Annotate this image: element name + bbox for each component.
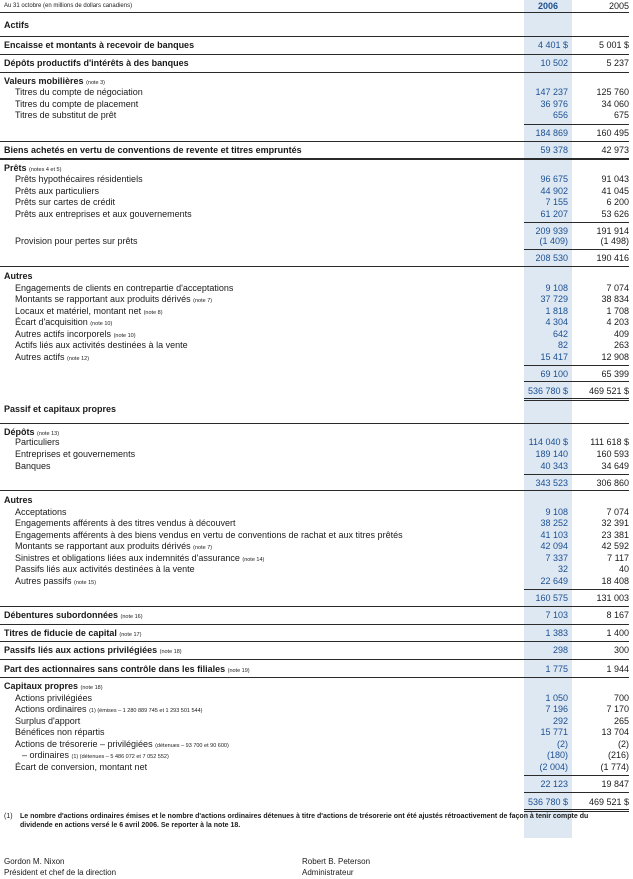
row-label-text: Écart de conversion, montant net: [15, 762, 148, 772]
row-label-text: Prêts hypothécaires résidentiels: [15, 174, 143, 184]
row-label: [15, 727, 105, 738]
rule-line: [0, 490, 629, 491]
rule-line: [0, 12, 629, 13]
value-2006: 4 304: [545, 317, 568, 327]
row-note: (note 14): [242, 557, 265, 563]
value-2006: 642: [552, 329, 568, 339]
row-label: [15, 236, 138, 247]
row-label-text: Montants se rapportant aux produits dérivés: [15, 541, 191, 551]
row-label-text: Autres actifs incorporels: [15, 329, 112, 339]
row-label: [15, 283, 233, 294]
value-2005: 34 649: [601, 461, 629, 471]
row-note: (note 18): [159, 649, 182, 655]
row-note: (note 7): [193, 545, 213, 551]
row-note: (note 19): [227, 668, 250, 674]
value-2006: 9 108: [545, 507, 568, 517]
value-2006: (2 004): [539, 762, 568, 772]
row-label: [15, 576, 96, 589]
value-2005: 265: [613, 716, 629, 726]
row-label: [4, 58, 189, 69]
value-2005: 675: [613, 110, 629, 120]
row-label-text: Titres de substitut de prêt: [15, 110, 117, 120]
row-label: [15, 437, 60, 448]
value-2005: 7 117: [607, 553, 629, 563]
row-label-text: Locaux et matériel, montant net: [15, 306, 142, 316]
value-2005: 7 170: [606, 704, 629, 714]
value-2006: 209 939: [535, 226, 568, 236]
row-note: (notes 4 et 5): [29, 167, 62, 173]
row-label: [4, 145, 302, 156]
rule-line: [0, 677, 629, 678]
value-2005: 6 200: [606, 197, 629, 207]
value-2006: 44 902: [540, 186, 568, 196]
row-label-text: Titres du compte de négociation: [15, 87, 143, 97]
row-note: (note 10): [90, 321, 113, 327]
value-2005: 409: [613, 329, 629, 339]
value-2006: 184 869: [535, 128, 568, 138]
value-2005: 1 708: [606, 306, 629, 316]
row-label-text: Actions privilégiées: [15, 693, 93, 703]
row-label: [15, 209, 192, 220]
value-2005: 8 167: [606, 610, 629, 620]
row-label-text: Part des actionnaires sans contrôle dans les filiales: [4, 664, 226, 674]
rule-line: [0, 159, 629, 160]
row-label-text: Valeurs mobilières: [4, 76, 84, 86]
value-2006: 59 378: [540, 145, 568, 155]
row-label: [4, 271, 33, 282]
value-2005: 41 045: [601, 186, 629, 196]
value-2005: (216): [607, 750, 629, 760]
value-2006: 160 575: [535, 593, 568, 603]
value-2005: 191 914: [596, 226, 629, 236]
value-2006: (180): [546, 750, 568, 760]
value-2005: 13 704: [601, 727, 629, 737]
row-note: (note 18): [80, 685, 103, 691]
value-2005: 53 626: [601, 209, 629, 219]
row-label: [4, 628, 141, 641]
row-label: [15, 716, 80, 727]
row-label-text: Montants se rapportant aux produits dérivés: [15, 294, 191, 304]
value-2006: 292: [552, 716, 568, 726]
row-label-text: Autres actifs: [15, 352, 65, 362]
value-2006: 147 237: [535, 87, 568, 97]
value-2006: 7 155: [545, 197, 568, 207]
row-label: [15, 186, 99, 197]
report-subtitle: Au 31 octobre (en millions de dollars canadiens): [4, 3, 133, 9]
row-label-text: Prêts aux entreprises et aux gouvernements: [15, 209, 192, 219]
value-2006: 61 207: [540, 209, 568, 219]
value-2006: 36 976: [540, 99, 568, 109]
row-label-text: Entreprises et gouvernements: [15, 449, 136, 459]
row-label-text: Prêts sur cartes de crédit: [15, 197, 116, 207]
signatory-name: Robert B. Peterson: [302, 857, 371, 866]
value-2006: 41 103: [540, 530, 568, 540]
value-2006: 208 530: [535, 253, 568, 263]
row-label-text: Engagements afférents à des titres vendus à découvert: [15, 518, 236, 528]
row-label-text: Actions de trésorerie – privilégiées: [15, 739, 153, 749]
rule-line: [524, 365, 629, 366]
rule-line: [524, 124, 629, 125]
row-label: [15, 693, 92, 704]
row-label: [15, 352, 89, 365]
value-2006: 9 108: [545, 283, 568, 293]
value-2006: 82: [557, 340, 568, 350]
value-2006: 7 337: [545, 553, 568, 563]
value-2006: 536 780 $: [527, 797, 568, 807]
row-label-text: Dépôts: [4, 427, 35, 437]
signature-block-2: [302, 856, 370, 878]
row-label-text: Engagements de clients en contrepartie d'acceptations: [15, 283, 234, 293]
signatory-name: Gordon M. Nixon: [4, 857, 65, 866]
row-note: (note 13): [37, 431, 60, 437]
row-label-text: Encaisse et montants à recevoir de banques: [4, 40, 195, 50]
value-2005: (1 498): [600, 236, 629, 246]
row-note: (note 15): [74, 580, 97, 586]
value-2005: 300: [613, 645, 629, 655]
rule-line: [0, 54, 629, 55]
row-label: [4, 610, 143, 623]
row-label-text: Surplus d'apport: [15, 716, 81, 726]
value-2005: 40: [618, 564, 629, 574]
rule-line: [0, 423, 629, 424]
value-2006: 1 775: [545, 664, 568, 674]
value-2005: 42 592: [601, 541, 629, 551]
row-label-text: Passif et capitaux propres: [4, 404, 117, 414]
value-2005: 190 416: [596, 253, 629, 263]
row-label-text: Particuliers: [15, 437, 60, 447]
row-label-text: Autres passifs: [15, 576, 72, 586]
footnote-text: Le nombre d'actions ordinaires émises et le nombre d'actions ordinaires détenues à titre d'actions de trésorerie ont été ajustés rétroactivement de façon à tenir compte du dividende en actions versé le 6 avril 2006. Se reporter à la note 18.: [20, 813, 589, 829]
row-label-text: Prêts: [4, 163, 27, 173]
value-2006: 1 818: [545, 306, 568, 316]
value-2005: 23 381: [601, 530, 629, 540]
value-2006: 656: [552, 110, 568, 120]
row-note: (note 12): [67, 356, 90, 362]
row-label: [15, 461, 51, 472]
row-label-text: Écart d'acquisition: [15, 317, 88, 327]
value-2006: 37 729: [540, 294, 568, 304]
value-2006: 536 780 $: [527, 386, 568, 396]
value-2006: 189 140: [535, 449, 568, 459]
row-label: [15, 110, 116, 121]
value-2006: 7 103: [545, 610, 568, 620]
row-label: [4, 664, 250, 677]
value-2005: 4 203: [606, 317, 629, 327]
row-label: [4, 495, 33, 506]
rule-line: [524, 381, 629, 382]
value-2005: 19 847: [601, 779, 629, 789]
row-note: (détenues – 93 700 et 90 600): [155, 743, 229, 749]
rule-line: [0, 36, 629, 37]
value-2005: 131 003: [596, 593, 629, 603]
row-label-text: Provision pour pertes sur prêts: [15, 236, 138, 246]
row-label-text: Autres: [4, 271, 33, 281]
value-2006: 4 401 $: [537, 40, 568, 50]
value-2006: 38 252: [540, 518, 568, 528]
rule-line: [0, 158, 629, 159]
rule-line: [524, 249, 629, 250]
signatory-title: Président et chef de la direction: [4, 868, 117, 877]
value-2006: 10 502: [540, 58, 568, 68]
row-label-text: Capitaux propres: [4, 681, 79, 691]
value-2005: (2): [618, 739, 629, 749]
row-label: [4, 645, 182, 658]
row-label: [15, 449, 135, 460]
column-header-2005: 2005: [608, 1, 629, 11]
value-2006: 15 417: [540, 352, 568, 362]
rule-line: [524, 792, 629, 793]
row-label: [15, 99, 138, 110]
rule-line: [0, 659, 629, 660]
row-label-text: Biens achetés en vertu de conventions de revente et titres empruntés: [4, 145, 302, 155]
row-label: [4, 20, 29, 31]
value-2006: (1 409): [539, 236, 568, 246]
value-2006: 32: [557, 564, 568, 574]
value-2006: 40 343: [540, 461, 568, 471]
row-label-text: Sinistres et obligations liées aux indemnités d'assurance: [15, 553, 240, 563]
value-2005: 38 834: [601, 294, 629, 304]
value-2006: 1 050: [545, 693, 568, 703]
row-label-text: Acceptations: [15, 507, 67, 517]
value-2005: 18 408: [601, 576, 629, 586]
row-label: [15, 507, 67, 518]
row-note: (note 10): [113, 333, 136, 339]
row-note: (note 16): [120, 614, 143, 620]
value-2006: 298: [552, 645, 568, 655]
row-label: [15, 197, 115, 208]
value-2005: 91 043: [601, 174, 629, 184]
rule-line: [0, 141, 629, 142]
rule-line: [524, 222, 629, 223]
value-2005: 7 074: [606, 507, 629, 517]
row-label-text: Passifs liés aux activités destinées à la vente: [15, 564, 195, 574]
value-2006: 114 040 $: [528, 437, 568, 447]
row-label-text: Dépôts productifs d'intérêts à des banques: [4, 58, 189, 68]
row-label-text: Passifs liés aux actions privilégiées: [4, 645, 158, 655]
value-2005: 1 400: [606, 628, 629, 638]
value-2005: 111 618 $: [590, 437, 629, 447]
value-2006: (2): [557, 739, 568, 749]
value-2005: 65 399: [601, 369, 629, 379]
value-2005: 5 237: [606, 58, 629, 68]
row-label: [15, 87, 143, 98]
value-2005: 42 973: [601, 145, 629, 155]
value-2006: 69 100: [540, 369, 568, 379]
row-label-text: Actifs: [4, 20, 30, 30]
row-label: [15, 530, 403, 541]
rule-line: [524, 775, 629, 776]
signature-block-1: [4, 856, 116, 878]
value-2005: 160 495: [596, 128, 629, 138]
value-2005: 7 074: [606, 283, 629, 293]
value-2006: 7 196: [545, 704, 568, 714]
row-label-text: Débentures subordonnées: [4, 610, 119, 620]
value-2006: 1 383: [545, 628, 568, 638]
row-label-text: Prêts aux particuliers: [15, 186, 100, 196]
row-note: (1) (détenues – 5 486 072 et 7 052 552): [71, 754, 169, 760]
value-2005: 160 593: [596, 449, 629, 459]
row-label: [4, 40, 194, 51]
row-note: (note 3): [86, 80, 106, 86]
value-2006: 42 094: [540, 541, 568, 551]
rule-line: [524, 398, 629, 401]
rule-line: [524, 589, 629, 590]
row-label-text: Banques: [15, 461, 51, 471]
value-2006: 22 649: [540, 576, 568, 586]
value-2006: 15 771: [540, 727, 568, 737]
row-label-text: Autres: [4, 495, 33, 505]
value-2005: 469 521 $: [588, 797, 629, 807]
rule-line: [0, 624, 629, 625]
value-2005: 5 001 $: [598, 40, 629, 50]
rule-line: [0, 266, 629, 267]
row-note: (note 8): [143, 310, 163, 316]
column-header-2006: 2006: [537, 1, 559, 11]
row-label-text: Bénéfices non répartis: [15, 727, 105, 737]
rule-line: [0, 641, 629, 642]
value-2006: 343 523: [535, 478, 568, 488]
row-label-text: Titres de fiducie de capital: [4, 628, 117, 638]
value-2005: 125 760: [596, 87, 629, 97]
row-label-text: Titres du compte de placement: [15, 99, 139, 109]
footnote-mark: (1): [4, 813, 13, 820]
value-2005: 263: [613, 340, 629, 350]
value-2005: 34 060: [601, 99, 629, 109]
row-label: [15, 340, 188, 351]
row-label: [15, 174, 143, 185]
row-label-text: Actifs liés aux activités destinées à la vente: [15, 340, 188, 350]
row-label-text: Actions ordinaires: [15, 704, 87, 714]
value-2005: 12 908: [601, 352, 629, 362]
row-label: [15, 518, 235, 529]
value-2006: 96 675: [540, 174, 568, 184]
rule-line: [0, 72, 629, 73]
row-label-text: – ordinaires: [22, 750, 70, 760]
value-2005: 32 391: [601, 518, 629, 528]
row-label: [15, 762, 147, 773]
row-note: (1) (émises – 1 280 889 745 et 1 293 501 544): [89, 708, 203, 714]
value-2005: 306 860: [596, 478, 629, 488]
row-note: (note 7): [193, 298, 213, 304]
row-label-text: Engagements afférents à des biens vendus en vertu de conventions de rachat et aux titres prêtés: [15, 530, 403, 540]
value-2005: 1 944: [606, 664, 629, 674]
signatory-title: Administrateur: [302, 868, 354, 877]
value-2005: 469 521 $: [588, 386, 629, 396]
row-note: (note 17): [119, 632, 142, 638]
rule-line: [0, 606, 629, 607]
row-label: [15, 564, 195, 575]
row-label: [4, 404, 116, 415]
value-2005: 700: [613, 693, 629, 703]
rule-line: [524, 474, 629, 475]
value-2006: 22 123: [540, 779, 568, 789]
value-2005: (1 774): [600, 762, 629, 772]
